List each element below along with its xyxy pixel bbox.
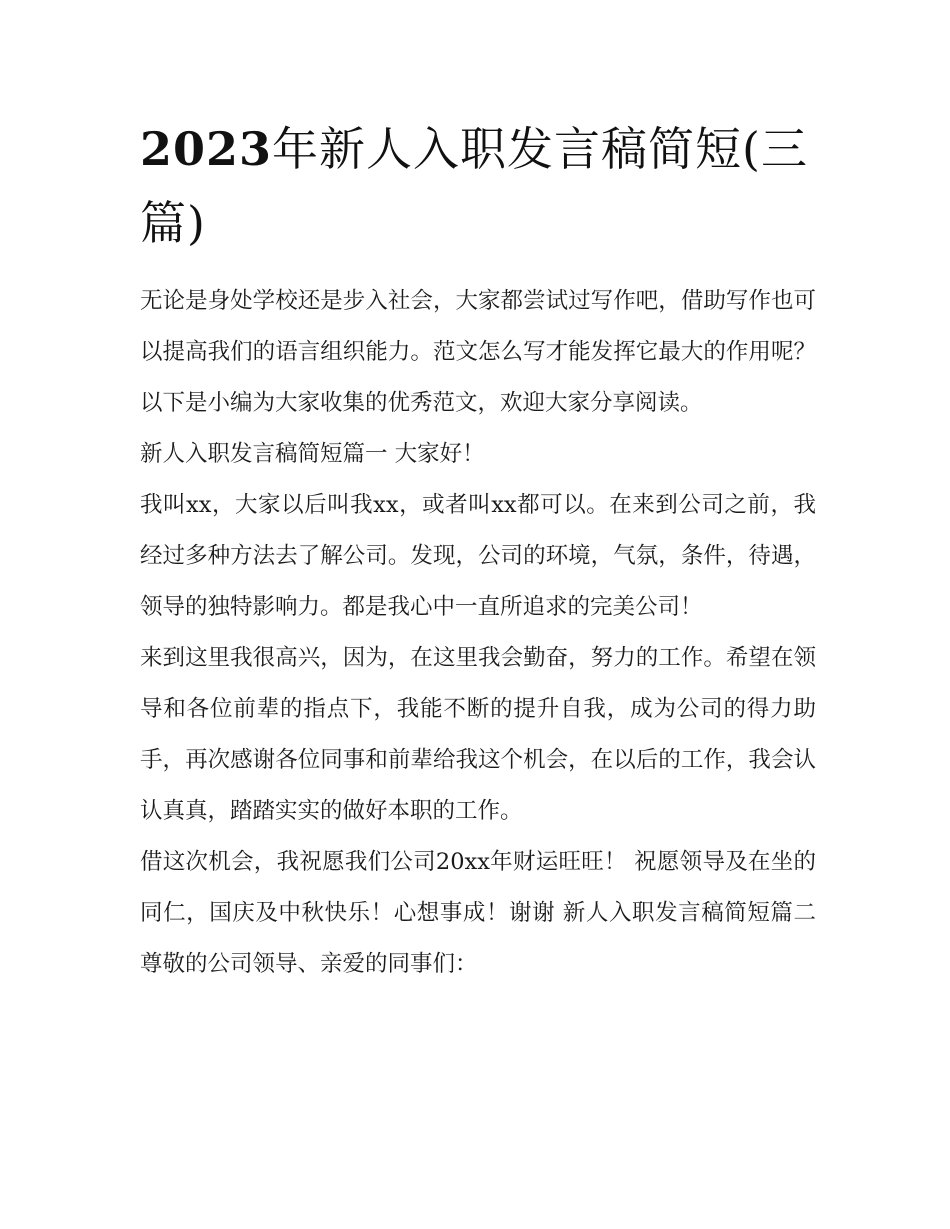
self-introduction-paragraph: 我叫xx，大家以后叫我xx，或者叫xx都可以。在来到公司之前，我经过多种方法去了解公司。发现，公司的环境，气氛，条件，待遇，领导的独特影响力。都是我心中一直所追求的完美公司！ [140,492,816,620]
document-title [140,112,820,260]
intro-paragraph: 无论是身处学校还是步入社会，大家都尝试过写作吧，借助写作也可以提高我们的语言组织能力。范文怎么写才能发挥它最大的作用呢？以下是小编为大家收集的优秀范文，欢迎大家分享阅读。 [140,288,816,416]
speech-one-heading-paragraph: 新人入职发言稿简短篇一 大家好！ [140,441,485,467]
wishes-paragraph: 借这次机会，我祝愿我们公司20xx年财运旺旺！ 祝愿领导及在坐的同仁，国庆及中秋快乐！心想事成！谢谢 新人入职发言稿简短篇二 尊敬的公司领导、亲爱的同事们： [140,849,816,977]
title-text: 年新人入职发言稿简短(三篇) [140,122,808,250]
document-body [140,276,816,990]
title-year: 2023 [140,122,273,176]
commitment-paragraph: 来到这里我很高兴，因为，在这里我会勤奋，努力的工作。希望在领导和各位前辈的指点下，我能不断的提升自我，成为公司的得力助手，再次感谢各位同事和前辈给我这个机会，在以后的工作，我会认认真真，踏踏实实的做好本职的工作。 [140,645,816,824]
